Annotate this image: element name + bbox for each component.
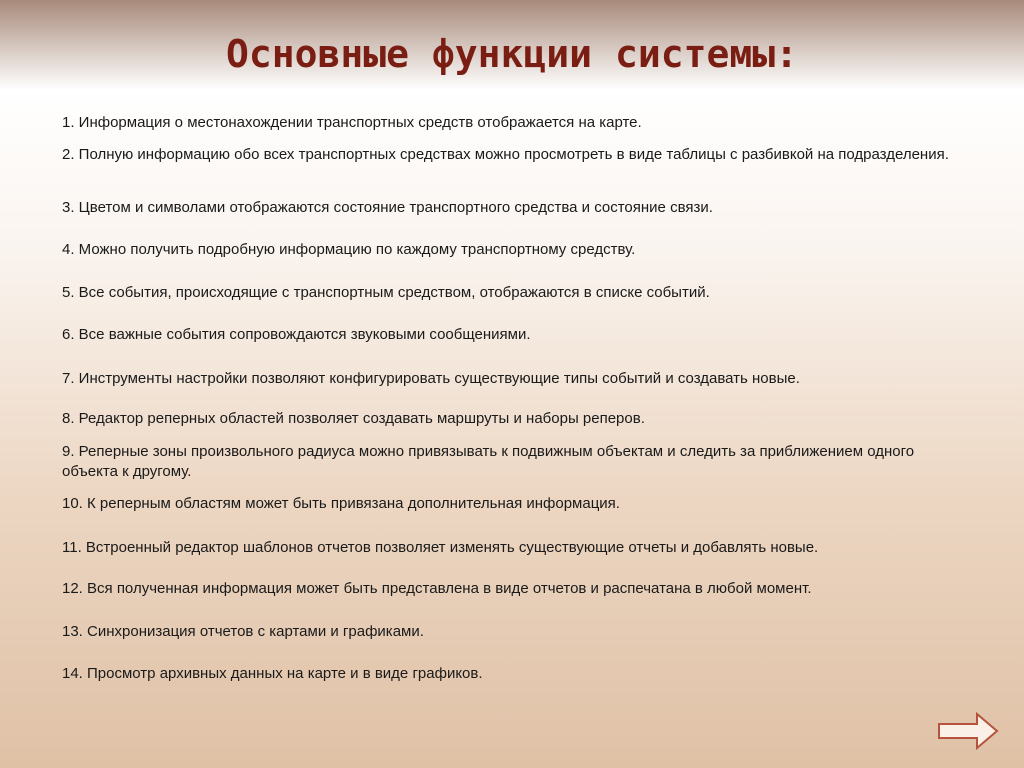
list-item: 6. Все важные события сопровождаются звуковыми сообщениями.	[62, 326, 531, 343]
list-item: 10. К реперным областям может быть привязана дополнительная информация.	[62, 495, 620, 512]
list-item: 5. Все события, происходящие с транспортным средством, отображаются в списке событий.	[62, 284, 710, 301]
list-item: 1. Информация о местонахождении транспортных средств отображается на карте.	[62, 114, 642, 131]
list-item: 11. Встроенный редактор шаблонов отчетов позволяет изменять существующие отчеты и добавлять новые.	[62, 539, 819, 556]
slide-title: Основные функции системы:	[226, 32, 798, 76]
list-item: 2. Полную информацию обо всех транспортных средствах можно просмотреть в виде таблицы с разбивкой на подразделения.	[62, 146, 949, 163]
list-item: 4. Можно получить подробную информацию по каждому транспортному средству.	[62, 241, 636, 258]
list-item: 7. Инструменты настройки позволяют конфигурировать существующие типы событий и создавать новые.	[62, 370, 800, 387]
list-item: 14. Просмотр архивных данных на карте и в виде графиков.	[62, 665, 483, 682]
list-item: 13. Синхронизация отчетов с картами и графиками.	[62, 623, 424, 640]
next-slide-button[interactable]	[937, 712, 999, 750]
list-item: 9. Реперные зоны произвольного радиуса можно привязывать к подвижным объектам и следить за приближением одного объекта к другому.	[62, 443, 915, 480]
list-item: 12. Вся полученная информация может быть представлена в виде отчетов и распечатана в любой момент.	[62, 580, 812, 597]
right-arrow-icon	[937, 712, 999, 750]
list-item: 8. Редактор реперных областей позволяет создавать маршруты и наборы реперов.	[62, 410, 645, 427]
list-item: 3. Цветом и символами отображаются состояние транспортного средства и состояние связи.	[62, 199, 713, 216]
